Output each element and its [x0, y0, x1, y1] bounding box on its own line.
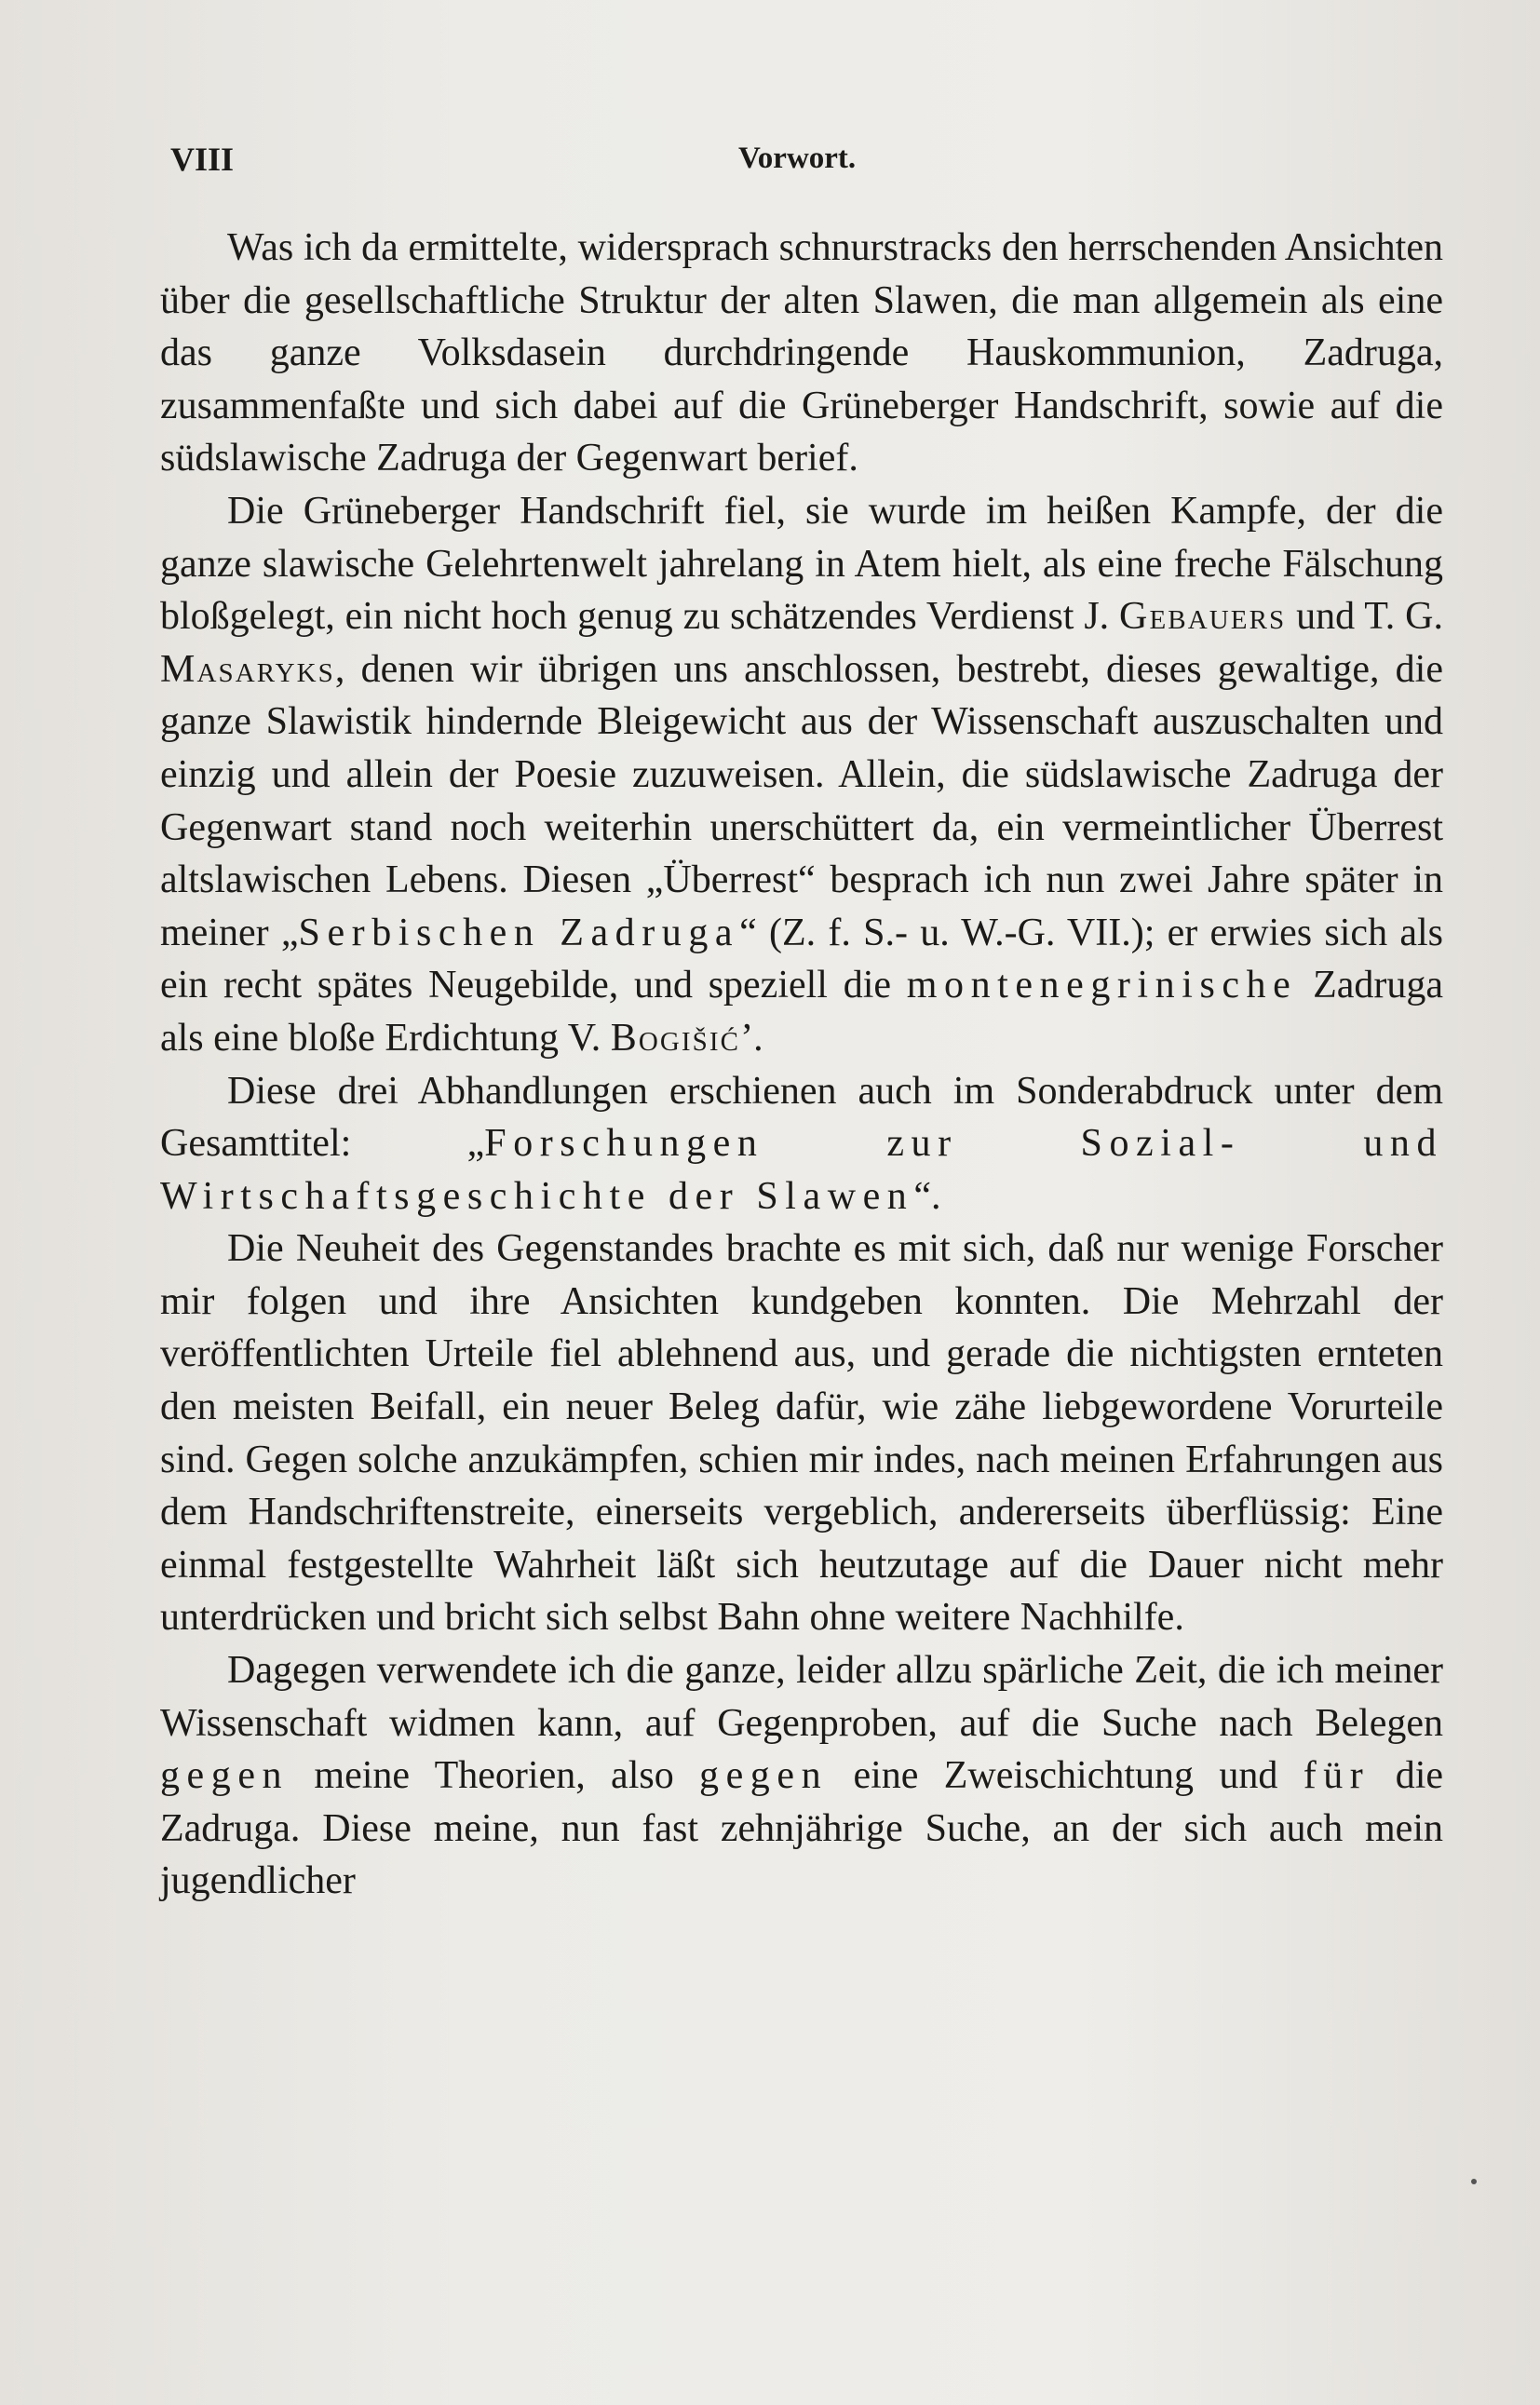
running-title: Vorwort.	[738, 142, 857, 175]
paragraph-2: Die Grüneberger Handschrift fiel, sie wurde im heißen Kampfe, der die ganze slawische Gelehrtenwelt jahrelang in Atem hielt, als eine freche Fälschung bloßgelegt, ein nicht hoch genug zu schätzendes Verdienst J. Gebauers und T. G. Masaryks, denen wir übrigen uns anschlossen, bestrebt, dieses gewaltige, die ganze Slawistik hindernde Bleigewicht aus der Wissenschaft auszuschalten und einzig und allein der Poesie zuzuweisen. Allein, die südslawische Zadruga der Gegenwart stand noch weiterhin unerschüttert da, ein vermeintlicher Überrest altslawischen Lebens. Diesen „Überrest“ besprach ich nun zwei Jahre später in meiner „Serbischen Zadruga“ (Z. f. S.- u. W.-G. VII.); er erwies sich als ein recht spätes Neugebilde, und speziell die montenegrinische Zadruga als eine bloße Erdichtung V. Bogišić’.	[160, 489, 1444, 1060]
author-name-masaryk: Masaryks	[160, 647, 335, 691]
emphasis-title: Forschungen zur Sozial- und Wirtschaftsgeschichte der Slawen	[160, 1122, 1443, 1218]
paragraph-4: Die Neuheit des Gegenstandes brachte es mit sich, daß nur wenige Forscher mir folgen und ihre Ansichten kundgeben konnten. Die Mehrzahl der veröffentlichten Urteile fiel ablehnend aus, und gerade die nichtigsten ernteten den meisten Beifall, ein neuer Beleg dafür, wie zähe liebgewordene Vorurteile sind. Gegen solche anzukämpfen, schien mir indes, nach meinen Erfahrungen aus dem Handschriftenstreite, einerseits vergeblich, andererseits überflüssig: Eine einmal festgestellte Wahrheit läßt sich heutzutage auf die Dauer nicht mehr unterdrücken und bricht sich selbst Bahn ohne weitere Nachhilfe.	[160, 1227, 1443, 1640]
body-text	[160, 222, 1443, 1908]
author-name-gebauer: Gebauers	[1119, 595, 1287, 639]
paragraph-1: Was ich da ermittelte, widersprach schnurstracks den herrschenden Ansichten über die gesellschaftliche Struktur der alten Slawen, die man allgemein als eine das ganze Volksdasein durchdringende Hauskommunion, Zadruga, zusammenfaßte und sich dabei auf die Grüneberger Handschrift, sowie auf die südslawische Zadruga der Gegenwart berief.	[160, 226, 1443, 480]
emphasis-title: Serbischen Zadruga	[298, 911, 740, 954]
paragraph-5: Dagegen verwendete ich die ganze, leider allzu spärliche Zeit, die ich meiner Wissenschaft widmen kann, auf Gegenproben, auf die Suche nach Belegen gegen meine Theorien, also gegen eine Zweischichtung und für die Zadruga. Diese meine, nun fast zehnjährige Suche, an der sich auch mein jugendlicher	[160, 1649, 1444, 1903]
emphasis-word: gegen	[699, 1754, 829, 1798]
emphasis-word: für	[1303, 1754, 1371, 1798]
paragraph-3: Diese drei Abhandlungen erschienen auch im Sonderabdruck unter dem Gesamttitel: „Forschungen zur Sozial- und Wirtschaftsgeschichte der Slawen“.	[160, 1069, 1443, 1218]
emphasis-word: montenegrinische	[906, 964, 1298, 1007]
emphasis-word: gegen	[160, 1754, 290, 1798]
page-number: VIII	[170, 141, 235, 178]
paper-speck	[1471, 2179, 1477, 2184]
author-name-bogisic: Bogišić	[610, 1016, 741, 1060]
